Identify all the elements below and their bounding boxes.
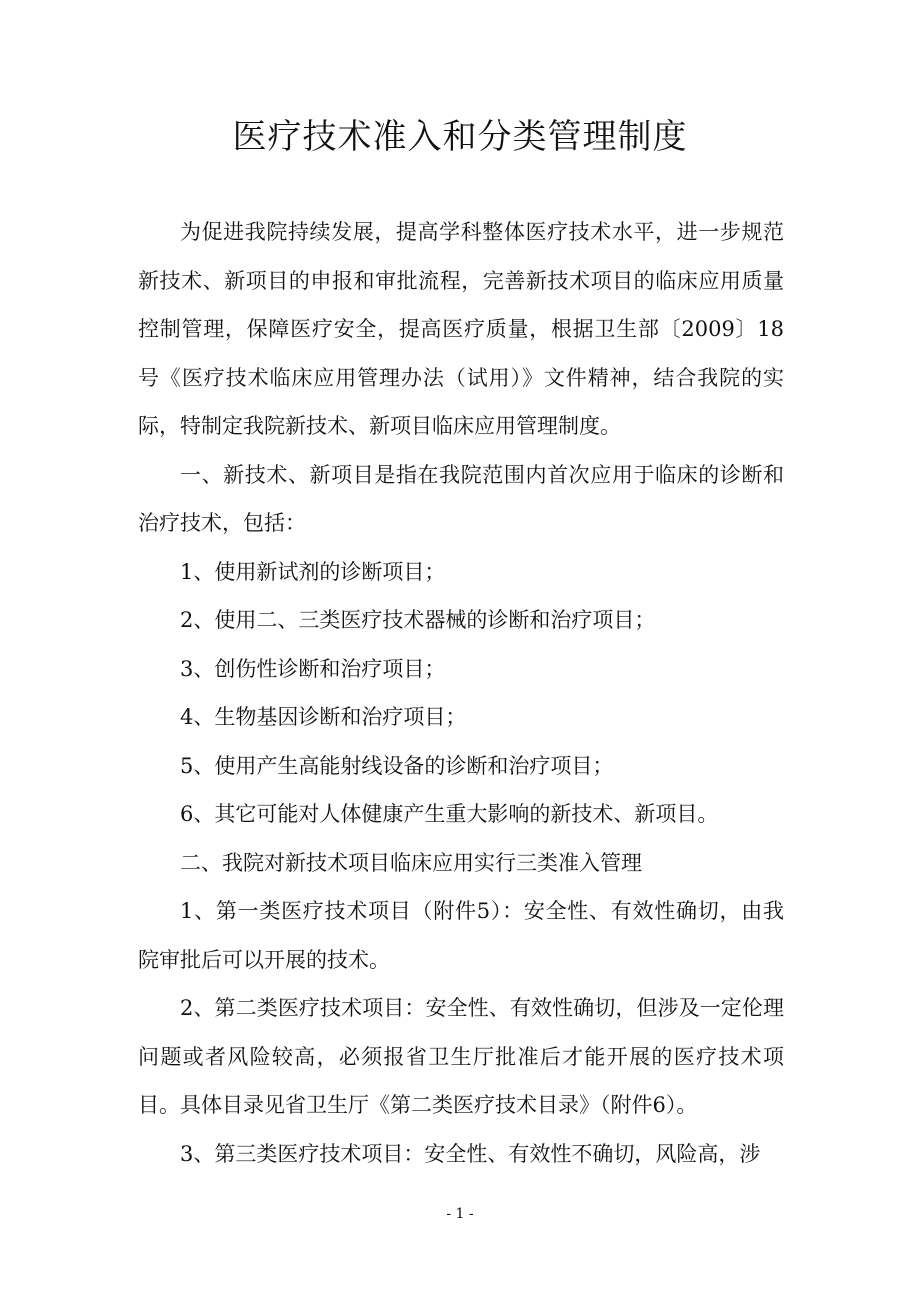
page-number: - 1 - <box>446 1206 474 1222</box>
list-item: 1、第一类医疗技术项目（附件5）：安全性、有效性确切，由我院审批后可以开展的技术。 <box>138 899 784 972</box>
list-item: 4、生物基因诊断和治疗项目； <box>180 705 467 729</box>
list-item: 5、使用产生高能射线设备的诊断和治疗项目； <box>180 753 614 778</box>
list-item: 2、第二类医疗技术项目：安全性、有效性确切，但涉及一定伦理问题或者风险较高，必须报省卫生厅批准后才能开展的医疗技术项目。具体目录见省卫生厅《第二类医疗技术目录》（附件6）。 <box>138 996 784 1117</box>
list-item: 3、创伤性诊断和治疗项目； <box>180 656 446 681</box>
paragraph-intro: 为促进我院持续发展，提高学科整体医疗技术水平，进一步规范新技术、新项目的申报和审批流程，完善新技术项目的临床应用质量控制管理，保障医疗安全，提高医疗质量，根据卫生部〔2009〕18号《医疗技术临床应用管理办法（试用）》文件精神，结合我院的实际，特制定我院新技术、新项目临床应用管理制度。 <box>138 220 784 438</box>
list-item: 1、使用新试剂的诊断项目； <box>180 559 446 584</box>
paragraph-section-1: 一、新技术、新项目是指在我院范围内首次应用于临床的诊断和治疗技术，包括： <box>138 462 784 535</box>
paragraph-section-2: 二、我院对新技术项目临床应用实行三类准入管理 <box>180 850 642 875</box>
list-item: 2、使用二、三类医疗技术器械的诊断和治疗项目； <box>180 608 656 632</box>
list-item: 6、其它可能对人体健康产生重大影响的新技术、新项目。 <box>180 802 719 826</box>
document-body <box>138 208 784 1178</box>
list-item: 3、第三类医疗技术项目：安全性、有效性不确切，风险高，涉 <box>180 1141 761 1166</box>
document-title: 医疗技术准入和分类管理制度 <box>232 117 688 157</box>
